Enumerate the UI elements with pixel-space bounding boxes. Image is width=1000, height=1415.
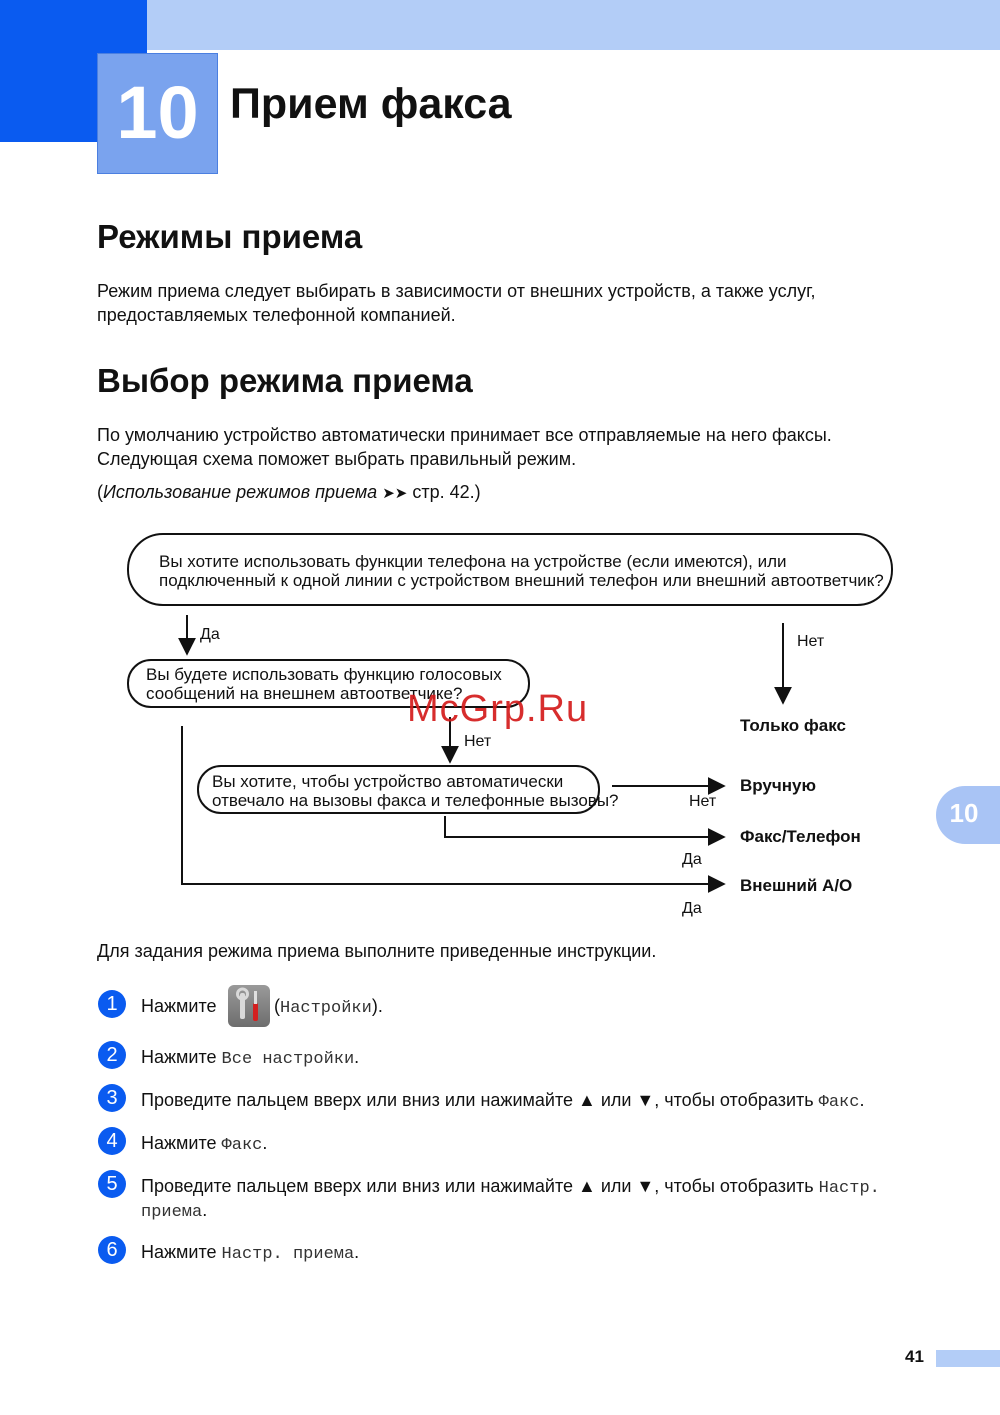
chapter-title: Прием факса bbox=[230, 80, 512, 128]
question3-line2: отвечало на вызовы факса и телефонные вызовы? bbox=[212, 791, 619, 810]
step-1-after: ). bbox=[371, 996, 383, 1016]
question1-line2: подключенный к одной линии с устройством внешний телефон или внешний автоответчик? bbox=[159, 571, 884, 590]
step-5-text-line2: приема. bbox=[141, 1200, 208, 1222]
step-6-text: Нажмите Настр. приема. bbox=[141, 1242, 360, 1264]
step-number-4: 4 bbox=[98, 1127, 126, 1155]
step-4-text: Нажмите Факс. bbox=[141, 1133, 268, 1155]
step-number-2: 2 bbox=[98, 1041, 126, 1069]
step-number-6: 6 bbox=[98, 1236, 126, 1264]
step-6-code: Настр. приема bbox=[221, 1245, 355, 1264]
xref-link-text[interactable]: Использование режимов приема bbox=[103, 482, 378, 502]
yes1-label: Да bbox=[200, 626, 220, 643]
step-number-5: 5 bbox=[98, 1170, 126, 1198]
footer-bar bbox=[936, 1350, 1000, 1367]
step-1-paren: ( bbox=[274, 996, 280, 1016]
section2-paragraph-line1: По умолчанию устройство автоматически принимает все отправляемые на него факсы. bbox=[97, 425, 832, 445]
step-5-code: Настр. bbox=[818, 1179, 880, 1198]
watermark: McGrp.Ru bbox=[407, 688, 589, 730]
section-heading-modes: Режимы приема bbox=[97, 218, 363, 255]
step-1-code: Настройки bbox=[280, 999, 372, 1018]
step-3-code: Факс bbox=[818, 1093, 860, 1112]
no2-label: Нет bbox=[464, 733, 492, 750]
no1-label: Нет bbox=[797, 633, 825, 650]
step-number-1: 1 bbox=[98, 990, 126, 1018]
section2-paragraph-line2: Следующая схема поможет выбрать правильный режим. bbox=[97, 449, 577, 469]
yes3-arrow bbox=[445, 816, 724, 837]
step-3-text: Проведите пальцем вверх или вниз или нажимайте ▲ или ▼, чтобы отобразить Факс. bbox=[141, 1090, 865, 1112]
result-fax-tel: Факс/Телефон bbox=[740, 827, 861, 846]
instructions-intro: Для задания режима приема выполните приведенные инструкции. bbox=[97, 941, 657, 961]
step-1-label: Нажмите bbox=[141, 996, 217, 1016]
section1-paragraph-line1: Режим приема следует выбирать в зависимости от внешних устройств, а также услуг, bbox=[97, 281, 816, 301]
xref-page: стр. 42.) bbox=[407, 482, 481, 502]
question3-line1: Вы хотите, чтобы устройство автоматически bbox=[212, 772, 564, 791]
result-manual: Вручную bbox=[740, 776, 817, 795]
step-5-text: Проведите пальцем вверх или вниз или нажимайте ▲ или ▼, чтобы отобразить Настр. bbox=[141, 1176, 880, 1198]
question2-line2: сообщений на внешнем автоответчике? bbox=[146, 684, 463, 703]
no3-label: Нет bbox=[689, 793, 717, 810]
chapter-side-tab-number: 10 bbox=[949, 798, 979, 828]
section1-paragraph-line2: предоставляемых телефонной компанией. bbox=[97, 305, 456, 325]
settings-tools-icon[interactable] bbox=[228, 985, 270, 1027]
result-fax-only: Только факс bbox=[740, 716, 846, 735]
chapter-number: 10 bbox=[116, 71, 199, 154]
yes2-label: Да bbox=[682, 900, 702, 917]
double-arrow-icon: ➤➤ bbox=[382, 485, 408, 502]
step-1-text bbox=[141, 996, 217, 1017]
step-2-text: Нажмите Все настройки. bbox=[141, 1047, 360, 1069]
step-number-3: 3 bbox=[98, 1084, 126, 1112]
question2-line1: Вы будете использовать функцию голосовых bbox=[146, 665, 502, 684]
step-2-code: Все настройки bbox=[221, 1050, 355, 1069]
section-heading-choose-mode: Выбор режима приема bbox=[97, 362, 473, 399]
step-5-code2: приема bbox=[141, 1203, 203, 1222]
yes3-label: Да bbox=[682, 851, 702, 868]
xref-open: ( bbox=[97, 482, 103, 502]
question1-line1: Вы хотите использовать функции телефона на устройстве (если имеются), или bbox=[159, 552, 787, 571]
step-4-code: Факс bbox=[221, 1136, 263, 1155]
step-1-code-wrap bbox=[274, 996, 383, 1018]
page-number: 41 bbox=[905, 1347, 924, 1366]
result-external-tad: Внешний А/О bbox=[740, 876, 853, 895]
